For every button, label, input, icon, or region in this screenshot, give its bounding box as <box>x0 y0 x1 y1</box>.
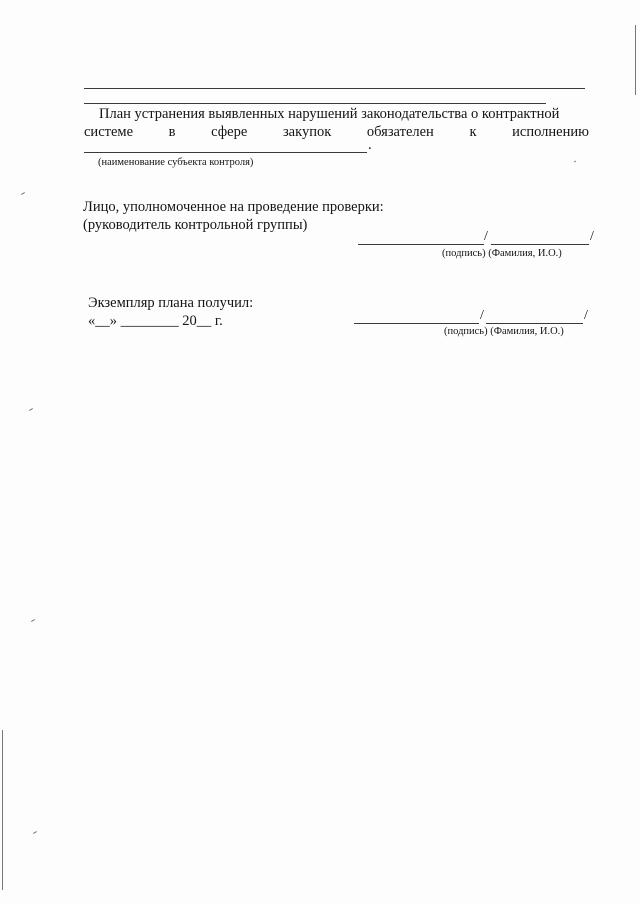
scan-speck <box>29 408 33 411</box>
plan-word: к <box>469 124 477 140</box>
inspector-caption: (подпись) (Фамилия, И.О.) <box>442 248 562 259</box>
receipt-name-line <box>486 323 583 324</box>
receipt-line-1: Экземпляр плана получил: <box>88 295 254 311</box>
plan-line-1: План устранения выявленных нарушений законодательства о контрактной <box>99 106 560 122</box>
subject-end-mark: . <box>368 137 372 153</box>
scan-edge-left <box>2 730 3 890</box>
inspector-line-2: (руководитель контрольной группы) <box>83 217 308 233</box>
top-rule-2 <box>84 103 546 104</box>
plan-word: исполнению <box>512 124 589 140</box>
inspector-name-line <box>491 244 589 245</box>
inspector-slash-2: / <box>590 229 594 244</box>
plan-word: закупок <box>282 124 332 140</box>
scan-speck <box>21 192 25 195</box>
plan-word: обязателен <box>366 124 434 140</box>
scan-edge-right <box>635 25 636 95</box>
scan-speck <box>33 831 37 834</box>
receipt-slash-2: / <box>584 308 588 323</box>
plan-line-2 <box>84 124 589 141</box>
subject-name-line <box>84 152 367 153</box>
plan-word: системе <box>84 124 134 140</box>
receipt-signature-line <box>354 323 479 324</box>
receipt-caption: (подпись) (Фамилия, И.О.) <box>444 326 564 337</box>
inspector-line-1: Лицо, уполномоченное на проведение проверки: <box>83 199 384 215</box>
receipt-date: «__» ________ 20__ г. <box>88 313 223 329</box>
plan-word: в <box>168 124 176 140</box>
subject-caption: (наименование субъекта контроля) <box>98 157 254 168</box>
scan-speck <box>31 619 35 622</box>
top-rule-1 <box>84 88 585 89</box>
receipt-slash-1: / <box>480 308 484 323</box>
inspector-signature-line <box>358 244 484 245</box>
inspector-slash-1: / <box>484 229 488 244</box>
scan-speck <box>574 161 576 163</box>
plan-word: сфере <box>211 124 248 140</box>
